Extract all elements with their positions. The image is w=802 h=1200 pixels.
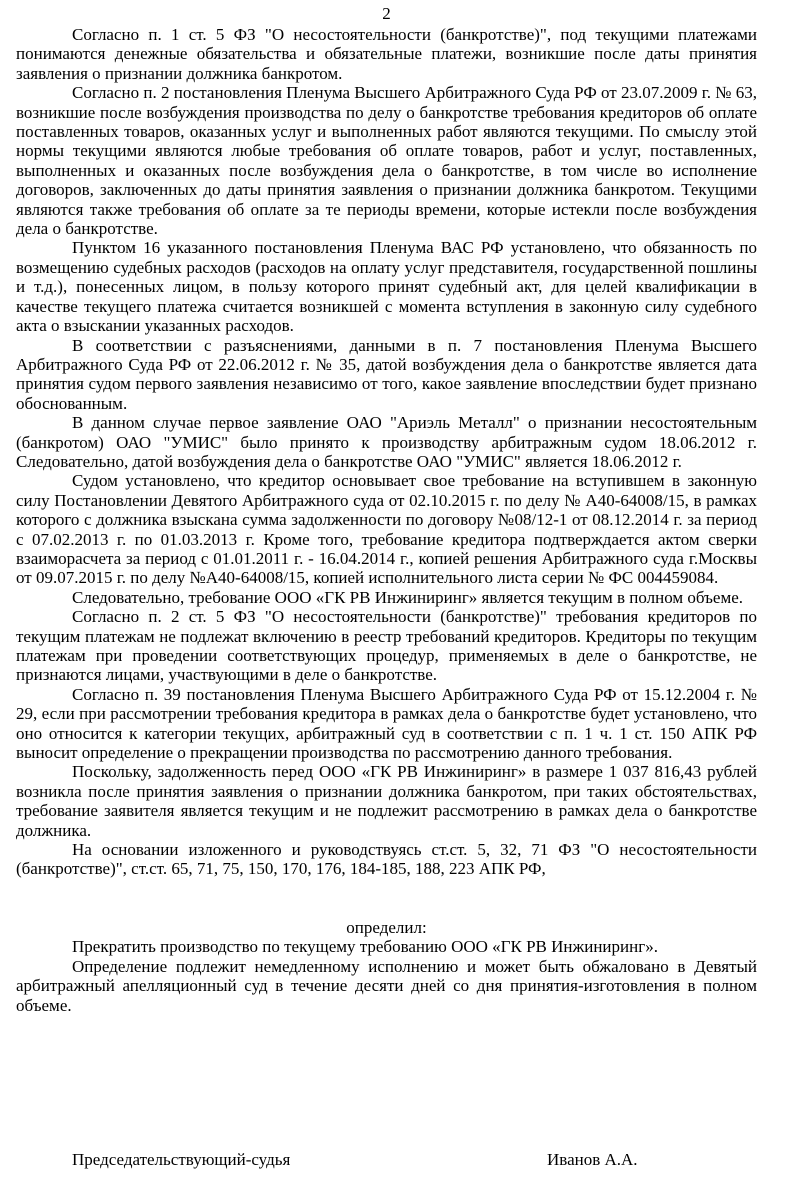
paragraph: Определение подлежит немедленному исполнению и может быть обжаловано в Девятый арбитражный апелляционный суд в течение десяти дней со дня принятия-изготовления в полном объеме. xyxy=(16,956,757,1015)
page-number: 2 xyxy=(382,4,391,23)
paragraph: Прекратить производство по текущему требованию ООО «ГК РВ Инжиниринг». xyxy=(72,937,658,957)
document-body xyxy=(16,25,757,1015)
paragraph: На основании изложенного и руководствуясь ст.ст. 5, 32, 71 ФЗ "О несостоятельности (банкротстве)", ст.ст. 65, 71, 75, 150, 170, 176, 184-185, 188, 223 АПК РФ, xyxy=(16,840,757,879)
paragraph: В соответствии с разъяснениями, данными в п. 7 постановления Пленума Высшего Арбитражного Суда РФ от 22.06.2012 г. № 35, датой возбуждения дела о банкротстве является дата принятия судом первого заявления независимо от того, какое заявление впоследствии будет признано обоснованным. xyxy=(16,335,757,413)
decision-heading: определил: xyxy=(346,917,427,937)
paragraph: Судом установлено, что кредитор основывает свое требование на вступившем в законную силу Постановлении Девятого Арбитражного суда от 02.10.2015 г. по делу № А40-64008/15, в рамках которого с должника взыскана сумма задолженности по договору №08/12-1 от 08.12.2014 г. за период с 07.02.2013 г. по 01.03.2013 г. Кроме того, требование кредитора подтверждается актом сверки взаиморасчета за период с 01.01.2011 г. - 16.04.2014 г., копией решения Арбитражного суда г.Москвы от 09.07.2015 г. по делу №А40-64008/15, копией исполнительного листа серии № ФС 004459084. xyxy=(16,471,757,588)
paragraph: Согласно п. 2 постановления Пленума Высшего Арбитражного Суда РФ от 23.07.2009 г. № 63, возникшие после возбуждения производства по делу о банкротстве требования кредиторов об оплате поставленных товаров, оказанных услуг и выполненных работ являются текущими. По смыслу этой нормы текущими являются любые требования об оплате товаров, работ и услуг, поставленных, выполненных и оказанных после возбуждения дела о банкротстве, в том числе во исполнение договоров, заключенных до даты принятия заявления о признании должника банкротом. Текущими являются также требования об оплате за те периоды времени, которые истекли после возбуждения дела о банкротстве. xyxy=(16,83,757,239)
paragraph: Согласно п. 2 ст. 5 ФЗ "О несостоятельности (банкротстве)" требования кредиторов по текущим платежам не подлежат включению в реестр требований кредиторов. Кредиторы по текущим платежам при проведении соответствующих процедур, применяемых в деле о банкротстве, не признаются лицами, участвующими в деле о банкротстве. xyxy=(16,607,757,685)
signature-name: Иванов А.А. xyxy=(547,1150,638,1169)
signature-title: Председательствующий-судья xyxy=(72,1150,291,1169)
paragraph: Согласно п. 39 постановления Пленума Высшего Арбитражного Суда РФ от 15.12.2004 г. № 29, если при рассмотрении требования кредитора в рамках дела о банкротстве будет установлено, что оно относится к категории текущих, арбитражный суд в соответствии с п. 1 ч. 1 ст. 150 АПК РФ выносит определение о прекращении производства по рассмотрению данного требования. xyxy=(16,684,757,763)
document-page xyxy=(16,0,757,1200)
paragraph: Поскольку, задолженность перед ООО «ГК РВ Инжиниринг» в размере 1 037 816,43 рублей возникла после принятия заявления о признании должника банкротом, при таких обстоятельствах, требование заявителя является текущим и не подлежит рассмотрению в рамках дела о банкротстве должника. xyxy=(16,762,757,840)
paragraph: Следовательно, требование ООО «ГК РВ Инжиниринг» является текущим в полном объеме. xyxy=(72,587,743,607)
signature-block xyxy=(16,1150,757,1172)
spacer xyxy=(16,879,757,918)
paragraph: Согласно п. 1 ст. 5 ФЗ "О несостоятельности (банкротстве)", под текущими платежами понимаются денежные обязательства и обязательные платежи, возникшие после даты принятия заявления о признании должника банкротом. xyxy=(16,25,757,83)
paragraph: Пунктом 16 указанного постановления Пленума ВАС РФ установлено, что обязанность по возмещению судебных расходов (расходов на оплату услуг представителя, государственной пошлины и т.д.), понесенных лицом, в пользу которого принят судебный акт, для целей квалификации в качестве текущего платежа считается возникшей с момента вступления в законную силу судебного акта о взыскании указанных расходов. xyxy=(16,238,757,336)
paragraph: В данном случае первое заявление ОАО "Ариэль Металл" о признании несостоятельным (банкротом) ОАО "УМИС" было принято к производству арбитражным судом 18.06.2012 г. Следовательно, датой возбуждения дела о банкротстве ОАО "УМИС" является 18.06.2012 г. xyxy=(16,413,757,471)
